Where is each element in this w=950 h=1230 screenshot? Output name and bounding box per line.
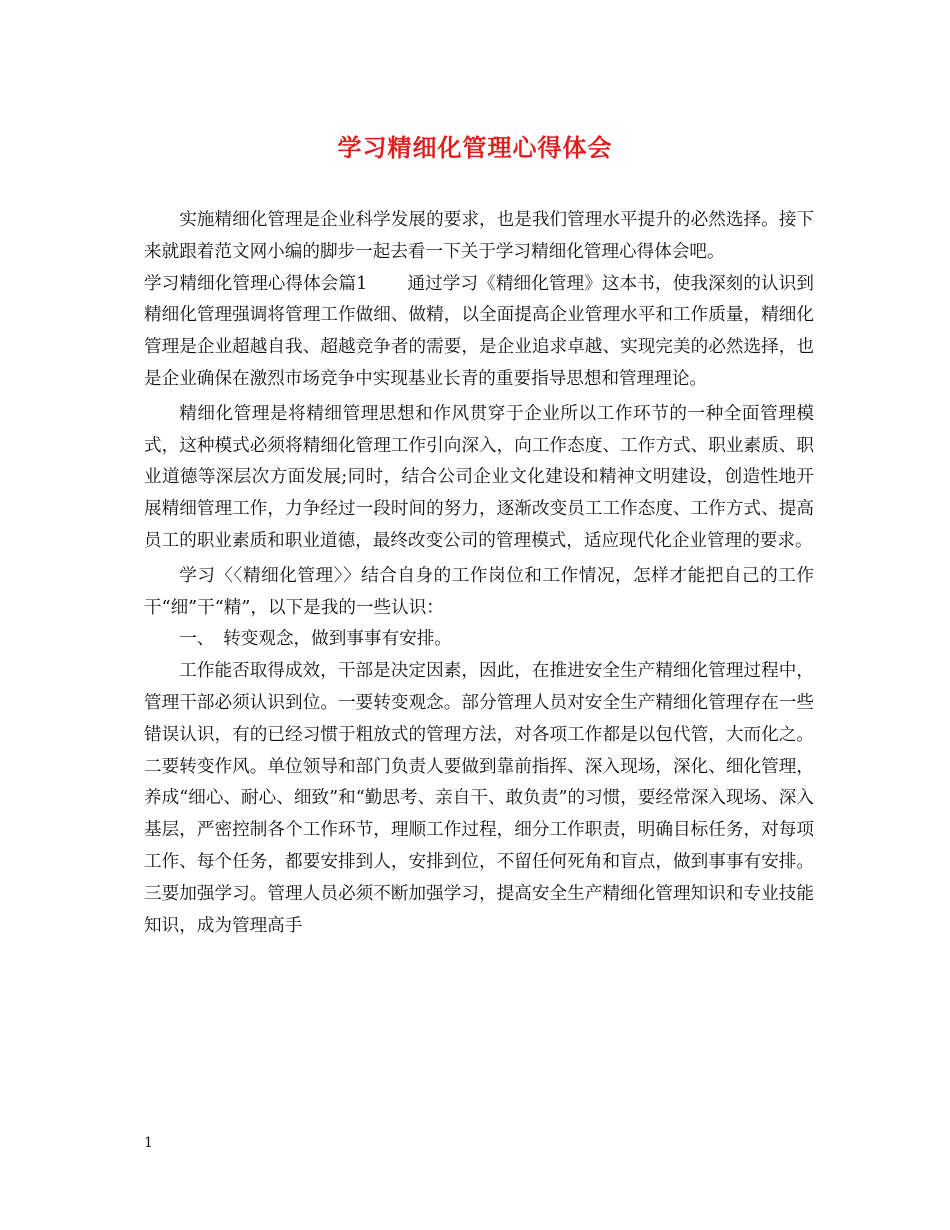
document-title: 学习精细化管理心得体会	[337, 133, 613, 162]
section-paragraph-1-text: 通过学习《精细化管理》这本书，使我深刻的认识到精细化管理强调将管理工作做细、做精，以全面提高企业管理水平和工作质量，精细化管理是企业超越自我、超越竞争者的需要，是企业追求卓越、实现完美的必然选择，也是企业确保在激烈市场竞争中实现基业长青的重要指导思想和管理理论。	[144, 273, 814, 389]
page-number: 1	[144, 1135, 153, 1151]
document-body	[144, 205, 814, 942]
numbered-heading-1: 一、 转变观念，做到事事有安排。	[179, 629, 452, 650]
intro-paragraph: 实施精细化管理是企业科学发展的要求，也是我们管理水平提升的必然选择。接下来就跟着范文网小编的脚步一起去看一下关于学习精细化管理心得体会吧。	[144, 210, 814, 262]
paragraph-3: 学习〈〈精细化管理〉〉结合自身的工作岗位和工作情况，怎样才能把自己的工作干“细”干“精”，以下是我的一些认识：	[144, 565, 814, 618]
section-label: 学习精细化管理心得体会篇1	[144, 273, 368, 294]
paragraph-2: 精细化管理是将精细管理思想和作风贯穿于企业所以工作环节的一种全面管理模式，这种模式必须将精细化管理工作引向深入，向工作态度、工作方式、职业素质、职业道德等深层次方面发展;同时，结合公司企业文化建设和精神文明建设，创造性地开展精细管理工作，力争经过一段时间的努力，逐渐改变员工工作态度、工作方式、提高员工的职业素质和职业道德，最终改变公司的管理模式，适应现代化企业管理的要求。	[144, 403, 814, 551]
paragraph-5: 工作能否取得成效，干部是决定因素，因此，在推进安全生产精细化管理过程中，管理干部必须认识到位。一要转变观念。部分管理人员对安全生产精细化管理存在一些错误认识，有的已经习惯于粗放式的管理方法，对各项工作都是以包代管，大而化之。二要转变作风。单位领导和部门负责人要做到靠前指挥、深入现场，深化、细化管理，养成“细心、耐心、细致”和“勤思考、亲自干、敢负责”的习惯，要经常深入现场、深入基层，严密控制各个工作环节，理顺工作过程，细分工作职责，明确目标任务，对每项工作、每个任务，都要安排到人，安排到位，不留任何死角和盲点，做到事事有安排。三要加强学习。管理人员必须不断加强学习，提高安全生产精细化管理知识和专业技能知识，成为管理高手	[144, 661, 814, 936]
section-paragraph-1	[144, 269, 814, 396]
